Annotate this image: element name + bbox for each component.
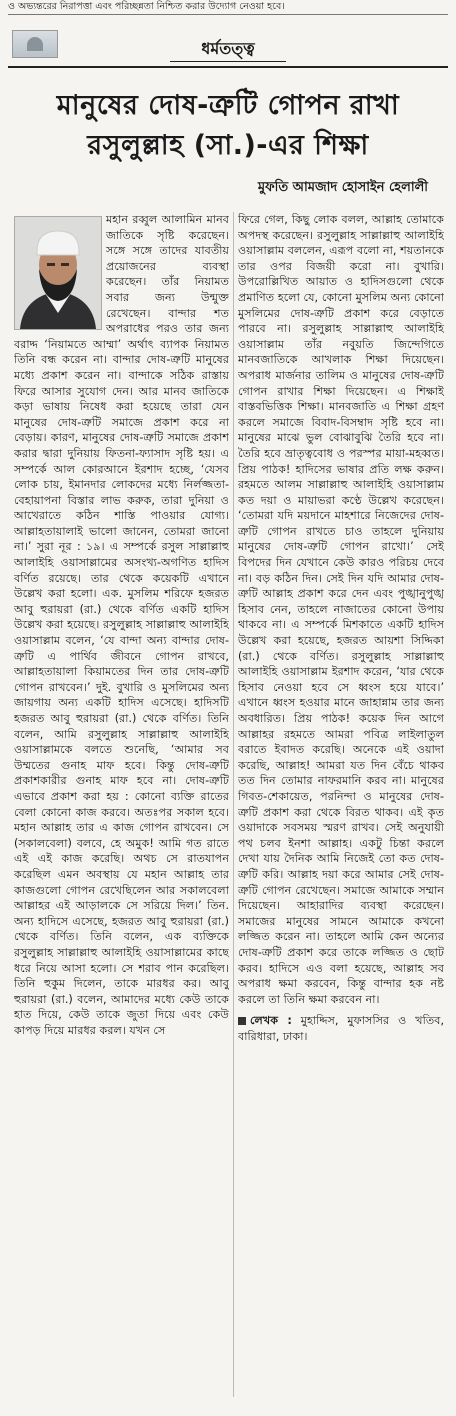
writer-credit (238, 1013, 444, 1044)
article-body-part-1: মহান রব্বুল আলামিন মানব জাতিকে সৃষ্টি করেছেন। সঙ্গে সঙ্গে তাদের যাবতীয় প্রয়োজনের ব্যবস্থা করেছেন। তাঁর নিয়ামত সবার জন্য উন্মুক্ত রেখেছেন। বান্দার শত অপরাধের পরও তার জন্য বরাদ্দ ‘নিয়ামতে আম্মা’ অর্থাৎ ব্যাপক নিয়ামত তিনি বন্ধ করেন না। বান্দার দোষ-ত্রুটি মানুষের মধ্যে প্রকাশ করেন না। বান্দাকে সঠিক রাস্তায় ফিরে আসার সুযোগ দেন। আর মানব জাতিকে কড়া ভাষায় নিষেধ করা হয়েছে তারা যেন মানুষের দোষ-ত্রুটি সমাজে প্রকাশ করে না বেড়ায়। কারণ, মানুষের দোষ-ত্রুটি সমাজে প্রকাশ করার দ্বারা দুনিয়ায় ফিতনা-ফ্যাসাদ সৃষ্টি হয়। এ সম্পর্কে আল কোরআনে ইরশাদ হচ্ছে, ‘যেসব লোক চায়, ইমানদার লোকদের মধ্যে নির্লজ্জতা-বেহায়াপনা বিস্তার লাভ করুক, তারা দুনিয়া ও আখেরাতে কঠিন শাস্তি পাওয়ার যোগ্য। আল্লাহতায়ালাই ভালো জানেন, তোমরা জানো না।’ সুরা নূর : ১৯। এ সম্পর্কে রসুল সাল্লাল্লাহু আলাইহি ওয়াসাল্লামের অসংখ্য-অগণিত হাদিস বর্ণিত রয়েছে। তার থেকে কয়েকটি এখানে উল্লেখ করা হলো। এক. মুসলিম শরিফে হজরত আবু হুরায়রা (রা.) থেকে বর্ণিত একটি হাদিস উল্লেখ করা হয়েছে। রসুলুল্লাহ সাল্লাল্লাহু আলাইহি ওয়াসাল্লাম বলেন, ‘যে বান্দা অন্য বান্দার দোষ-ত্রুটি এ পার্থিব জীবনে গোপন রাখবে, আল্লাহতায়ালা কিয়ামতের দিন তার দোষ-ত্রুটি গোপন রাখবেন।’ দুই. বুখারি ও মুসলিমের অন্য জায়গায় অন্য একটি হাদিস এসেছে। হাদিসটি হজরত আবু হুরায়রা (রা.) থেকে বর্ণিত। তিনি বলেন, আমি রসুলুল্লাহ সাল্লাল্লাহু আলাইহি ওয়াসাল্লামকে বলতে শুনেছি, ‘আমার সব উম্মতের গুনাহ মাফ হবে। কিন্তু দোষ-ত্রুটি প্রকাশকারীর গুনাহ মাফ হবে না। দোষ-ত্রুটি এভাবে প্রকাশ করা হয় : কোনো ব্যক্তি রাতের বেলা কোনো কাজ করবে। অতঃপর সকাল হবে। মহান আল্লাহ তার এ কাজ গোপন রাখবেন। সে (সকালবেলা) বলবে, হে অমুক! আমি গত রাতে এই এই কাজ করেছি। অথচ সে রাতযাপন করেছিল এমন অবস্থায় যে মহান আল্লাহ তার কাজগুলো গোপন রেখেছিলেন আর সকালবেলা আল্লাহর এই আড়ালকে সে সরিয়ে দিল।’ তিন. অন্য হাদিসে এসেছে, হজরত আবু হুরায়রা (রা.) থেকে বর্ণিত। তিনি বলেন, এক ব্যক্তিকে রসুলুল্লাহ সাল্লাল্লাহু আলাইহি ওয়াসাল্লামের কাছে ধরে নিয়ে আসা হলো। সে শরাব পান করেছিল। তিনি হুকুম দিলেন, তাকে মারধর কর। আবু হুরায়রা (রা.) বলেন, আমাদের মধ্যে কেউ তাকে হাত দিয়ে, কেউ তাকে জুতা দিয়ে এবং কেউ কাপড় দিয়ে মারধর করল। যখন সে (14, 213, 229, 1037)
photo-wrap-space (14, 212, 106, 336)
article-body-part-2: ফিরে গেল, কিছু লোক বলল, আল্লাহ তোমাকে অপদস্থ করেছেন। রসুলুল্লাহ সাল্লাল্লাহু আলাইহি ওয়াসাল্লাম বললেন, এরূপ বলো না, শয়তানকে তার ওপর বিজয়ী করো না। বুখারি। উপরোল্লিখিত আয়াত ও হাদিসগুলো থেকে প্রমাণিত হলো যে, কোনো মুসলিম অন্য কোনো মুসলিমের দোষ-ত্রুটি প্রকাশ করে বেড়াতে পারবে না। রসুলুল্লাহ সাল্লাল্লাহু আলাইহি ওয়াসাল্লাম তাঁর নবুয়তি জিন্দেগিতে মানবজাতিকে আখলাক শিক্ষা দিয়েছেন। অপরাধ মার্জনার তালিম ও মানুষের দোষ-ত্রুটি গোপন রাখার শিক্ষা দিয়েছেন। এ শিক্ষাই বাস্তবভিত্তিক শিক্ষা। মানবজাতি এ শিক্ষা গ্রহণ করলে সমাজে বিবাদ-বিসম্বাদ সৃষ্টি হবে না। মানুষের মাঝে ভুল বোঝাবুঝি তৈরি হবে না। তৈরি হবে ভ্রাতৃত্ববোধ ও পরস্পর মায়া-মহব্বত। প্রিয় পাঠক! হাদিসের ভাষার প্রতি লক্ষ করুন। রহমতে আলম সাল্লাল্লাহু আলাইহি ওয়াসাল্লাম কত দয়া ও মায়াভরা কণ্ঠে উল্লেখ করেছেন। ‘তোমরা যদি ময়দানে মাহশারে নিজেদের দোষ-ত্রুটি গোপন রাখতে চাও তাহলে দুনিয়ায় মানুষের দোষ-ত্রুটি গোপন রাখো।’ সেই বিপদের দিন যেখানে কেউ কারও পরিচয় দেবে না। বড় কঠিন দিন। সেই দিন যদি আমার দোষ-ত্রুটি আল্লাহ প্রকাশ করে দেন এবং পুঙ্খানুপুঙ্খ হিসাব নেন, তাহলে নাজাতের কোনো উপায় থাকবে না। এ সম্পর্কে মিশকাতে একটি হাদিস উল্লেখ করা হয়েছে, হজরত আয়শা সিদ্দিকা (রা.) থেকে বর্ণিত। রসুলুল্লাহ সাল্লাল্লাহু আলাইহি ওয়াসাল্লাম ইরশাদ করেন, ‘যার থেকে হিসাব নেওয়া হবে সে ধ্বংস হয়ে যাবে।’ এখানে ধ্বংস হওয়ার মানে জাহান্নাম তার জন্য অবধারিত। প্রিয় পাঠক! কয়েক দিন আগে আল্লাহর রহমতে আমরা পবিত্র লাইলাতুল বরাতে ইবাদত করেছি। অনেকে এই ওয়াদা করেছি, আল্লাহ! আমরা যত দিন বেঁচে থাকব তত দিন তোমার নাফরমানি করব না। মানুষের গিবত-শেকায়েত, পরনিন্দা ও মানুষের দোষ-ত্রুটি প্রকাশ করা থেকে বিরত থাকব। এই কৃত ওয়াদাকে সবসময় স্মরণ রাখব। সেই অনুযায়ী পথ চলব ইনশা আল্লাহ। একটু চিন্তা করলে দেখা যায় দৈনিক আমি নিজেই তো কত দোষ-ত্রুটি করি। আল্লাহ দয়া করে আমার সেই দোষ-ত্রুটি গোপন রেখেছেন। সমাজে আমাকে সম্মান দিয়েছেন। আহারাদির ব্যবস্থা করেছেন। সমাজের মানুষের সামনে আমাকে কখনো লজ্জিত করেন না। তাহলে আমি কেন অন্যের দোষ-ত্রুটি প্রকাশ করে তাকে লজ্জিত ও ছোট করব। হাদিসে এও বলা হয়েছে, আল্লাহ সব অপরাধ ক্ষমা করবেন, কিন্তু বান্দার হক নষ্ট করলে তা তিনি ক্ষমা করবেন না। (238, 213, 444, 1006)
previous-article-strip: ও অভ্যন্তরের নিরাপত্তা এবং পরিচ্ছন্নতা নিশ্চিত করার উদ্যোগ নেওয়া হবে। (8, 0, 448, 15)
section-label: ধর্মতত্ত্ব (201, 39, 255, 58)
headline-line-1: মানুষের দোষ-ত্রুটি গোপন রাখা (56, 90, 400, 121)
bullet-icon (238, 1017, 246, 1025)
headline (0, 86, 456, 166)
top-divider (8, 66, 448, 68)
author-byline: মুফতি আমজাদ হোসাইন হেলালী (257, 180, 428, 195)
article-column-right (238, 212, 444, 1402)
article-column-left (14, 212, 229, 1397)
writer-label: লেখক : (250, 1014, 292, 1028)
section-underline (170, 61, 286, 62)
headline-line-2: রসুলুল্লাহ (সা.)-এর শিক্ষা (87, 130, 369, 161)
column-separator (233, 212, 234, 1397)
writer-info: মুহাদ্দিস, মুফাসসির ও খতিব, বারিধারা, ঢাকা। (238, 1014, 444, 1043)
